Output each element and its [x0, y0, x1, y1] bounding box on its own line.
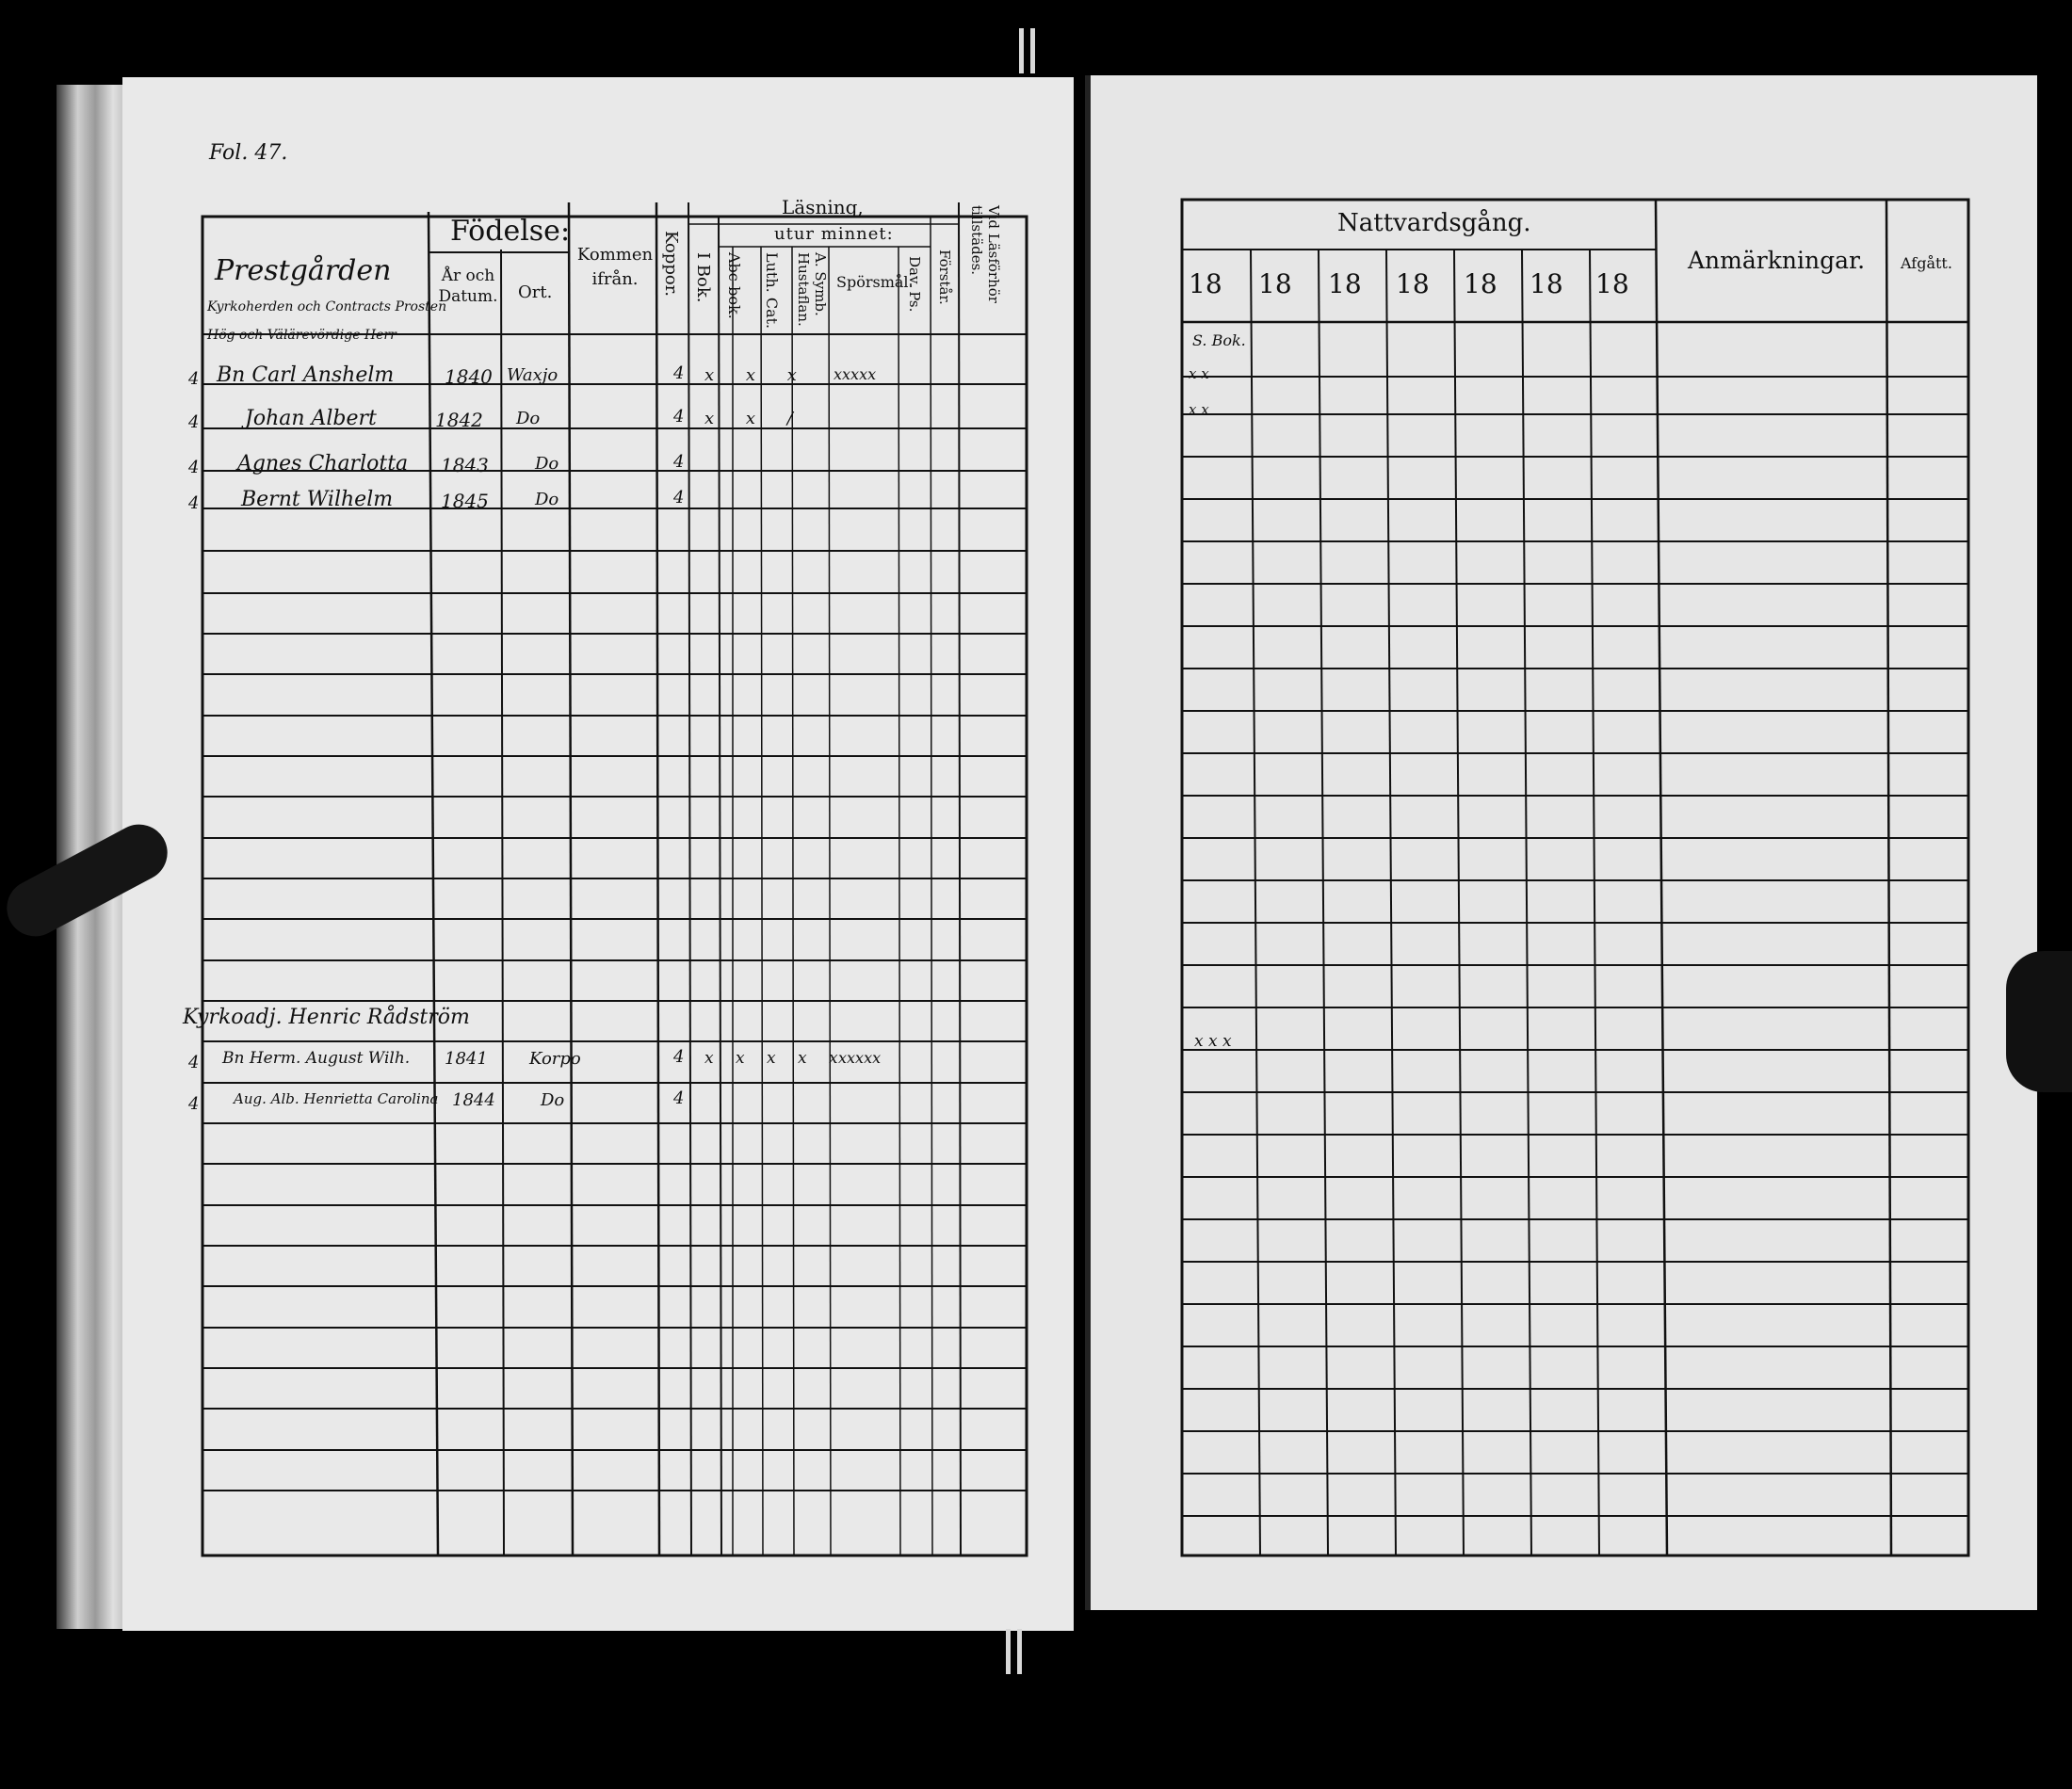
header-vid-lasforhor: Vid Läsförhör tillstädes. [968, 205, 1002, 303]
header-ort: Ort. [518, 282, 553, 302]
koppor-mark: 4 [673, 363, 685, 383]
header-forstar: Förstår. [936, 250, 953, 305]
household-place: Prestgården [215, 254, 392, 287]
year-prefix: 18 [1189, 268, 1222, 299]
birth-place: Do [535, 454, 559, 474]
household-heading: Kyrkoadj. Henric Rådström [183, 1006, 470, 1029]
year-prefix: 18 [1396, 268, 1430, 299]
household-note: Kyrkoherden och Contracts Prosten [207, 299, 447, 314]
birth-place: Do [516, 409, 541, 428]
header-kommen-ifran: Kommen ifrån. [576, 245, 654, 289]
header-koppor: Koppor. [661, 231, 681, 298]
year-prefix: 18 [1595, 268, 1629, 299]
sporsmal-marks: xxxxx [834, 365, 877, 383]
birth-date: 1840 [445, 365, 493, 388]
header-lasning: Läsning, [782, 196, 864, 218]
communion-entry: x x x [1194, 1032, 1232, 1051]
birth-place: Waxjo [507, 365, 558, 385]
row-mark: 4 [188, 412, 200, 432]
koppor-mark: 4 [673, 1047, 685, 1067]
reading-marks: x x / [704, 409, 806, 428]
communion-entry: S. Bok. [1192, 331, 1246, 349]
koppor-mark: 4 [673, 1088, 685, 1108]
birth-date: 1842 [435, 409, 483, 431]
koppor-mark: 4 [673, 407, 685, 427]
person-name: Agnes Charlotta [237, 452, 409, 475]
koppor-mark: 4 [673, 488, 685, 508]
reading-marks: x x x x x [704, 1049, 847, 1068]
header-abc-bok: Abc-bok. [725, 252, 743, 319]
year-prefix: 18 [1530, 268, 1563, 299]
birth-date: 1844 [452, 1090, 495, 1110]
header-utur-minnet: utur minnet: [774, 224, 894, 244]
row-mark: 4 [188, 1094, 200, 1114]
year-prefix: 18 [1258, 268, 1292, 299]
sporsmal-marks: xxxxx [838, 1049, 882, 1067]
row-mark: 4 [188, 458, 200, 477]
folio-number: Fol. 47. [209, 141, 288, 165]
header-fodelse: Födelse: [450, 215, 571, 248]
header-anmarkningar: Anmärkningar. [1688, 247, 1866, 274]
person-name: Bn Herm. August Wilh. [222, 1049, 411, 1068]
year-prefix: 18 [1464, 268, 1497, 299]
row-mark: 4 [188, 493, 200, 513]
person-name: Bernt Wilhelm [241, 488, 394, 511]
birth-place: Korpo [529, 1049, 581, 1069]
year-prefix: 18 [1328, 268, 1362, 299]
row-mark: 4 [188, 369, 200, 389]
header-hustaflan: A. Symb. Hustaflan. [795, 252, 829, 327]
person-name: Aug. Alb. Henrietta Carolina [234, 1090, 439, 1107]
koppor-mark: 4 [673, 452, 685, 472]
header-afgatt: Afgått. [1901, 254, 1952, 272]
header-dav-ps: Dav. Ps. [906, 256, 923, 313]
person-name: Bn Carl Anshelm [217, 363, 395, 387]
birth-place: Do [535, 490, 559, 509]
communion-entry: x x [1189, 401, 1209, 418]
birth-date: 1843 [441, 454, 489, 476]
header-sporsmal: Spörsmål. [836, 273, 914, 291]
header-i-bok: I Bok. [693, 252, 713, 303]
birth-date: 1845 [441, 490, 489, 512]
communion-entry: x x [1189, 365, 1209, 382]
header-nattvardsgang: Nattvardsgång. [1337, 209, 1531, 237]
header-luth-cat: Luth. Cat. [763, 252, 781, 330]
birth-place: Do [541, 1090, 565, 1110]
person-name: Johan Albert [245, 407, 377, 430]
reading-marks: x x x [704, 365, 810, 385]
row-mark: 4 [188, 1053, 200, 1072]
header-ar-och-datum: År och Datum. [438, 266, 498, 306]
household-note: Hög och Välärevördige Herr [207, 328, 397, 343]
birth-date: 1841 [445, 1049, 488, 1069]
